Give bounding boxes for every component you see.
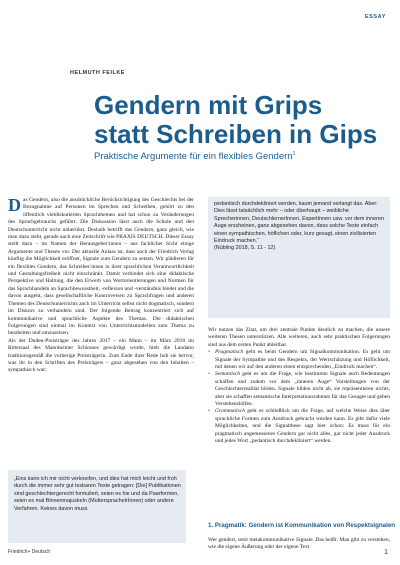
article-subtitle: [94, 151, 295, 162]
drop-cap: D: [8, 195, 21, 215]
section-heading: 1. Pragmatik: Gendern ist Kommunikation von Respektsignalen: [208, 522, 396, 529]
quote-source: (Nübling 2018, S. 11 - 12): [214, 245, 276, 252]
left-column: [8, 197, 194, 375]
point-text: geht es beim Gendern um Signalkommunikation. Es geht um Signale der Sympathie und des Respekts, der Wertschätzung und Höflichkeit, mit denen wir auf den anderen einen entsprechenden „Eindruck machen“.: [215, 349, 390, 371]
intro-paragraph: [8, 197, 194, 338]
footnote-marker: 1: [292, 151, 296, 157]
subtitle-text: Praktische Argumente für ein flexibles Gendern: [94, 151, 293, 163]
page-number: 1: [384, 549, 388, 556]
author-name: HELMUTH FEILKE: [70, 70, 125, 76]
point-term: Semantisch: [215, 371, 241, 378]
quote-box-left: [8, 470, 186, 543]
point-term: Grammatisch: [215, 408, 245, 415]
footer-publisher: Friedrich+ Deutsch: [8, 549, 51, 555]
quote-text-left: „Eins kann ich mir nicht verkneifen, und dies hat mich leicht und froh durch die immer sehr gut lesbaren Texte getragen: [Die] Publikationen sind geschlechtergerecht formuliert, seien es hie und da Paarformen, seien es mal Binnenmajuskeln (MutterspracheIrInnen) oder andere Verfahren. Keines davon muss: [14, 476, 181, 512]
list-item: [208, 371, 390, 408]
section-paragraph: Wer gendert, setzt metakommunikative Signale. Das heißt: Man gibt zu verstehen, wie die eigene Äußerung oder der eigene Text: [208, 537, 390, 551]
point-term: Pragmatisch: [215, 349, 244, 356]
right-column: [208, 327, 390, 446]
quote-text-right: pedantisch durchdekliniert werden, kaum jemand verlangt das. Aber: Dies lässt tatsächlich mehr – oder überhaupt – weibliche Sprecherinnen, DeutschlernerInnen, ExpertInnen usw. vor dem inneren Auge erscheinen, ganz abgesehen davon, dass solche Texte einfach einen sympathischen, höflichen oder, kurz gesagt, einen zivilisierten Eindruck machen.“: [214, 201, 384, 245]
point-text: geht es schließlich um die Frage, auf welche Weise dies über sprachliche Formen zum Ausdruck gebracht werden kann. Es gibt dafür viele Möglichkeiten, und die Signalthese sagt hier schon: Es muss für ein pragmatisch angemessenes Gendern gar nicht alles, gar nicht jeder Ausdruck und jedes Wort „pedantisch durchdekliniert“ werden.: [215, 408, 390, 445]
points-intro: Wir nutzen das Zitat, um drei zentrale Punkte deutlich zu machen, die unsere weiteren Thesen unterstützen. Alle weiteren, auch sehr praktischen Folgerungen sind aus dem ersten Punkt ableitbar.: [208, 327, 390, 348]
title-line-1: Gendern mit Grips: [94, 90, 323, 120]
section-label: ESSAY: [364, 14, 386, 20]
point-text: geht es um die Frage, wie bestimmte Signale auch Bedeutungen schaffen und zudem vor dem „inneren Auge“ Vorstellungen von der Geschlechterrealität bilden. Signale bilden nicht ab, sie repräsentieren nichts, aber sie schaffen semantische Interpretationsrahmen für das Gesagte und geben Verstehenshilfen.: [215, 371, 390, 408]
list-item: [208, 408, 390, 445]
list-item: [208, 349, 390, 371]
points-list: [208, 349, 390, 445]
quote-box-right: [208, 197, 390, 318]
laudatio-paragraph: Als der Duden-Preisträger des Jahres 2017 – ein Mann – im März 2018 im Rittersaal des Mannheimer Schlosses gewürdigt wurde, hielt die Laudatio traditionsgemäß die vorherige Preisträgerin. Zum Ende ihrer Rede hob sie hervor, was ihr in den Schriften des Preisträgers – ganz abgesehen von den Inhalten – sympathisch war:: [8, 337, 194, 374]
article-title: [94, 91, 394, 149]
title-line-2: statt Schreiben in Gips: [94, 119, 378, 149]
intro-text: as Gendern, also die ausdrückliche Berücksichtigung des Geschlechts bei der Bezugnahme auf Personen im Sprechen und Schreiben, gehört zu den öffentlich vieldiskutierten Sprachthemen und hat schon zu Veränderungen des Sprachgebrauchs geführt. Die Diskussion lässt auch die Schule und den Deutschunterricht nicht unberührt. Deshalb betrifft das Gendern, ganz gleich, wie man dazu steht, gerade auch eine Zeitschrift wie PRAXIS DEUTSCH. Dieser Essay stellt dazu – im Namen der Herausgeber:innen – aus fachlicher Sicht einige Argumente und Thesen vor. Der aktuelle Anlass ist, dass auch der Friedrich Verlag künftig die Möglichkeit eröffnet, Signale zum Gendern zu setzen. Wir plädieren für ein flexibles Gendern, das Schreiber:innen in ihrer sprachlichen Verantwortlichkeit und Gestaltungsfreiheit nicht einschränkt. Damit verbindet sich eine didaktische Perspektive und Haltung, die den Erwerb von Wortorientierungen und Normen für das Sprachhandeln an Sprachbewusstheit, -reflexion und -verständnis bindet und die davon ausgeht, dass gesellschaftliche Kontroversen zu Sprachfragen und anderen Themen des Deutschunterrichts auch im Unterricht selbst nicht dogmatisch, sondern im Diskurs zu verhandeln sind. Der folgende Beitrag konzentriert sich auf kommunikative und sprachliche Aspekte des Themas. Die didaktischen Folgerungen sind einmal im Kontext von Unterrichtsmodellen zum Thema zu bearbeiten und umzusetzen.: [8, 197, 194, 337]
